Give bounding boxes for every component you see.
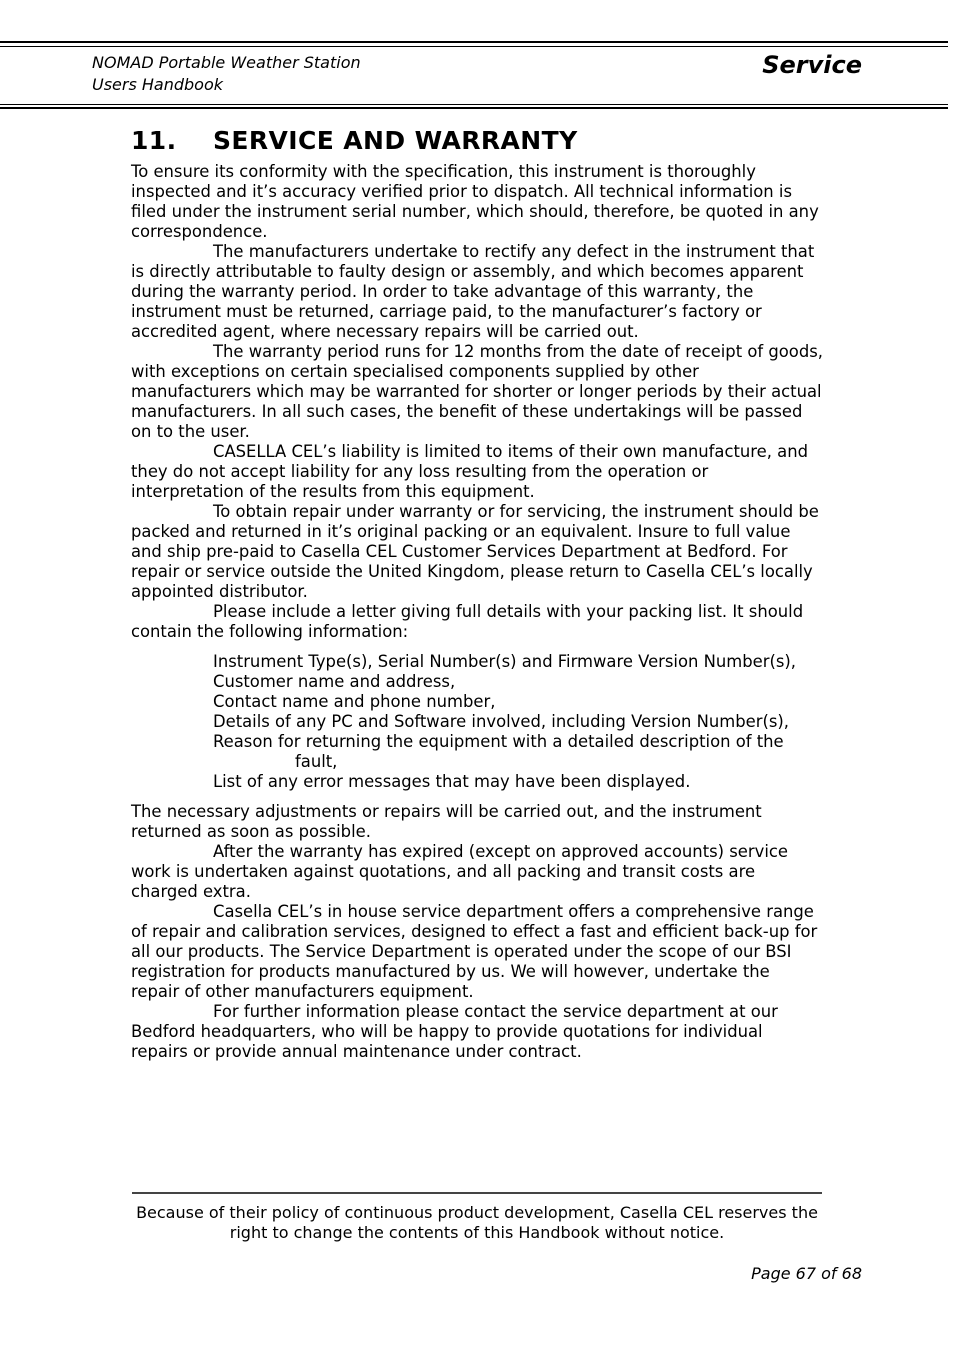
list-item: Reason for returning the equipment with a detailed description of the fault, [213,732,784,771]
footer-notice: Because of their policy of continuous product development, Casella CEL reserves the right to change the contents of this Handbook without notice. [136,1203,818,1242]
paragraph: Casella CEL’s in house service department offers a comprehensive range of repair and calibration services, designed to effect a fast and efficient back-up for all our products. The Service Department is operated under the scope of our BSI registration for products manufactured by us. We will however, undertake the repair of other manufacturers equipment. [131,902,818,1001]
header-bottom-rule-thick [0,107,948,109]
list-item: Instrument Type(s), Serial Number(s) and Firmware Version Number(s), [213,652,796,671]
header-document-title [92,52,361,96]
list-item: Contact name and phone number, [213,692,496,711]
paragraph: After the warranty has expired (except on approved accounts) service work is undertaken against quotations, and all packing and transit costs are charged extra. [131,842,788,901]
header-product-name: NOMAD Portable Weather Station [92,53,361,72]
paragraph: To ensure its conformity with the specification, this instrument is thoroughly inspected and it’s accuracy verified prior to dispatch. All technical information is filed under the instrument serial number, which should, therefore, be quoted in any correspondence. [131,162,819,241]
paragraph: The necessary adjustments or repairs will be carried out, and the instrument returned as soon as possible. [131,802,762,841]
section-title: SERVICE AND WARRANTY [213,126,578,155]
paragraph: Please include a letter giving full details with your packing list. It should contain the following information: [131,602,804,641]
body-text [131,162,823,1062]
header-bottom-rule-thin [0,104,948,105]
paragraph: The warranty period runs for 12 months from the date of receipt of goods, with exceptions on certain specialised components supplied by other manufacturers which may be warranted for shorter or longer periods by their actual manufacturers. In all such cases, the benefit of these undertakings will be passed on to the user. [131,342,823,441]
page-number: Page 67 of 68 [751,1264,862,1283]
header-top-rule-thin [0,46,948,47]
paragraph: The manufacturers undertake to rectify any defect in the instrument that is directly attributable to faulty design or assembly, and which becomes apparent during the warranty period. In order to take advantage of this warranty, the instrument must be returned, carriage paid, to the manufacturer’s factory or accredited agent, where necessary repairs will be carried out. [131,242,815,341]
list-item: Details of any PC and Software involved, including Version Number(s), [213,712,789,731]
section-heading [131,126,578,155]
header-handbook-name: Users Handbook [92,75,224,94]
required-information-list [131,652,823,792]
paragraph: CASELLA CEL’s liability is limited to items of their own manufacture, and they do not accept liability for any loss resulting from the operation or interpretation of the results from this equipment. [131,442,809,501]
section-number: 11. [131,126,177,155]
footer-separator [132,1192,822,1194]
header-section-name: Service [762,51,862,79]
list-item: Customer name and address, [213,672,456,691]
list-item: List of any error messages that may have been displayed. [213,772,691,791]
header-top-rule-thick [0,41,948,43]
paragraph: For further information please contact the service department at our Bedford headquarters, who will be happy to provide quotations for individual repairs or provide annual maintenance under contract. [131,1002,778,1061]
paragraph: To obtain repair under warranty or for servicing, the instrument should be packed and returned in it’s original packing or an equivalent. Insure to full value and ship pre-paid to Casella CEL Customer Services Department at Bedford. For repair or service outside the United Kingdom, please return to Casella CEL’s locally appointed distributor. [131,502,819,601]
